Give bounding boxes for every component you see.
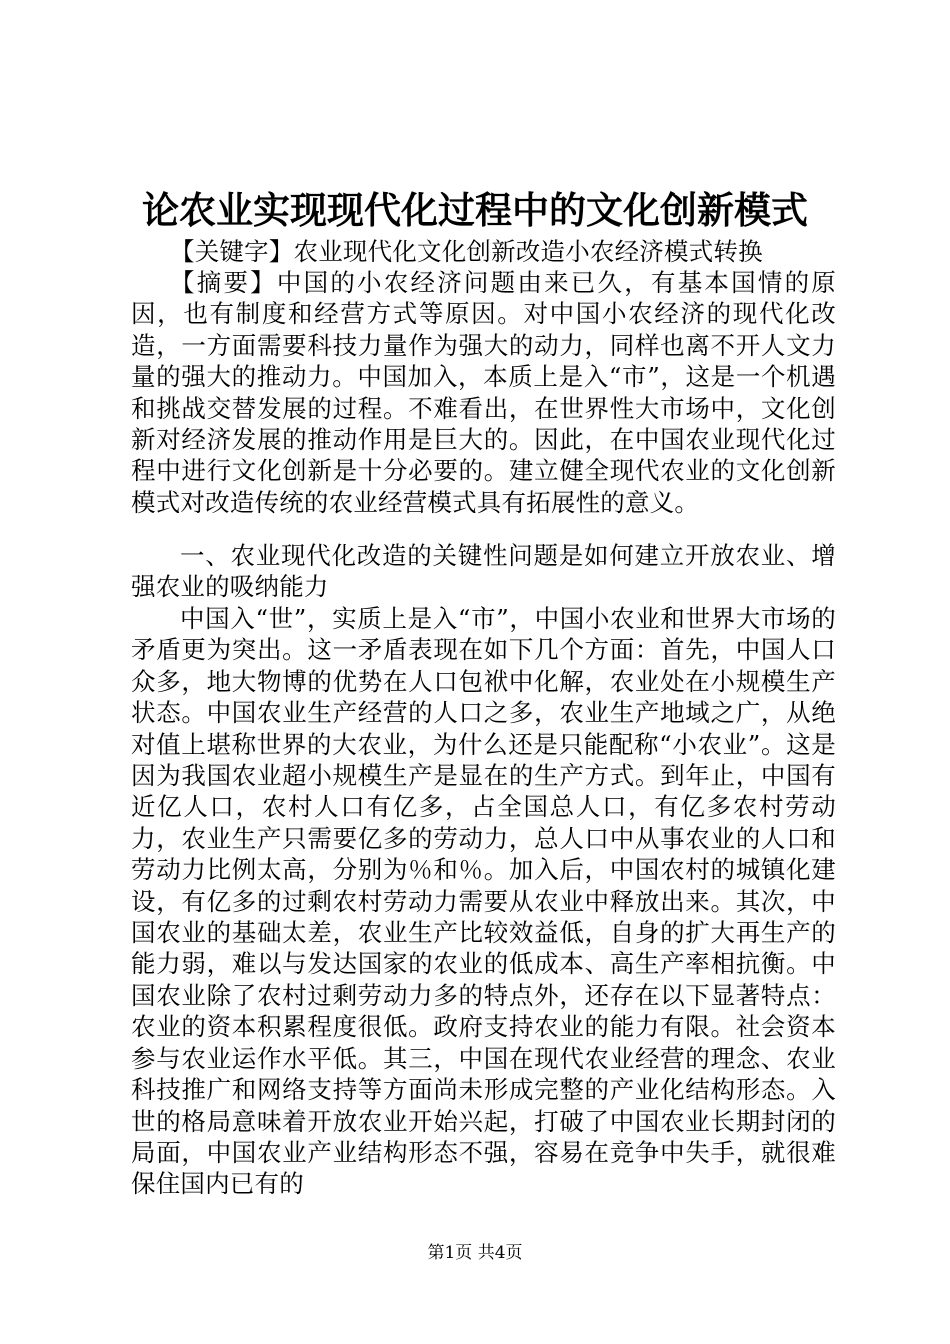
keywords-line: 【关键字】农业现代化文化创新改造小农经济模式转换 bbox=[170, 237, 763, 266]
page-number-label: 第1页 共4页 bbox=[427, 1243, 523, 1263]
page-footer bbox=[0, 1242, 950, 1264]
section-heading: 一、农业现代化改造的关键性问题是如何建立开放农业、增强农业的吸纳能力 bbox=[131, 541, 836, 602]
abstract-paragraph: 【摘要】中国的小农经济问题由来已久，有基本国情的原因，也有制度和经营方式等原因。对中国小农经济的现代化改造，一方面需要科技力量作为强大的动力，同样也离不开人文力量的强大的推动力。中国加入，本质上是入“市”，这是一个机遇和挑战交替发展的过程。不难看出，在世界性大市场中，文化创新对经济发展的推动作用是巨大的。因此，在中国农业现代化过程中进行文化创新是十分必要的。建立健全现代农业的文化创新模式对改造传统的农业经营模式具有拓展性的意义。 bbox=[131, 268, 836, 517]
body-paragraph: 中国入“世”，实质上是入“市”，中国小农业和世界大市场的矛盾更为突出。这一矛盾表现在如下几个方面：首先，中国人口众多，地大物博的优势在人口包袱中化解，农业处在小规模生产状态。中国农业生产经营的人口之多，农业生产地域之广，从绝对值上堪称世界的大农业，为什么还是只能配称“小农业”。这是因为我国农业超小规模生产是显在的生产方式。到年止，中国有近亿人口，农村人口有亿多，占全国总人口，有亿多农村劳动力，农业生产只需要亿多的劳动力，总人口中从事农业的人口和劳动力比例太高，分别为％和％。加入后，中国农村的城镇化建设，有亿多的过剩农村劳动力需要从农业中释放出来。其次，中国农业的基础太差，农业生产比较效益低，自身的扩大再生产的能力弱，难以与发达国家的农业的低成本、高生产率相抗衡。中国农业除了农村过剩劳动力多的特点外，还存在以下显著特点：农业的资本积累程度很低。政府支持农业的能力有限。社会资本参与农业运作水平低。其三，中国在现代农业经营的理念、农业科技推广和网络支持等方面尚未形成完整的产业化结构形态。入世的格局意味着开放农业开始兴起，打破了中国农业长期封闭的局面，中国农业产业结构形态不强，容易在竞争中失手，就很难保住国内已有的 bbox=[131, 604, 836, 1199]
document-title: 论农业实现现代化过程中的文化创新模式 bbox=[142, 188, 808, 232]
